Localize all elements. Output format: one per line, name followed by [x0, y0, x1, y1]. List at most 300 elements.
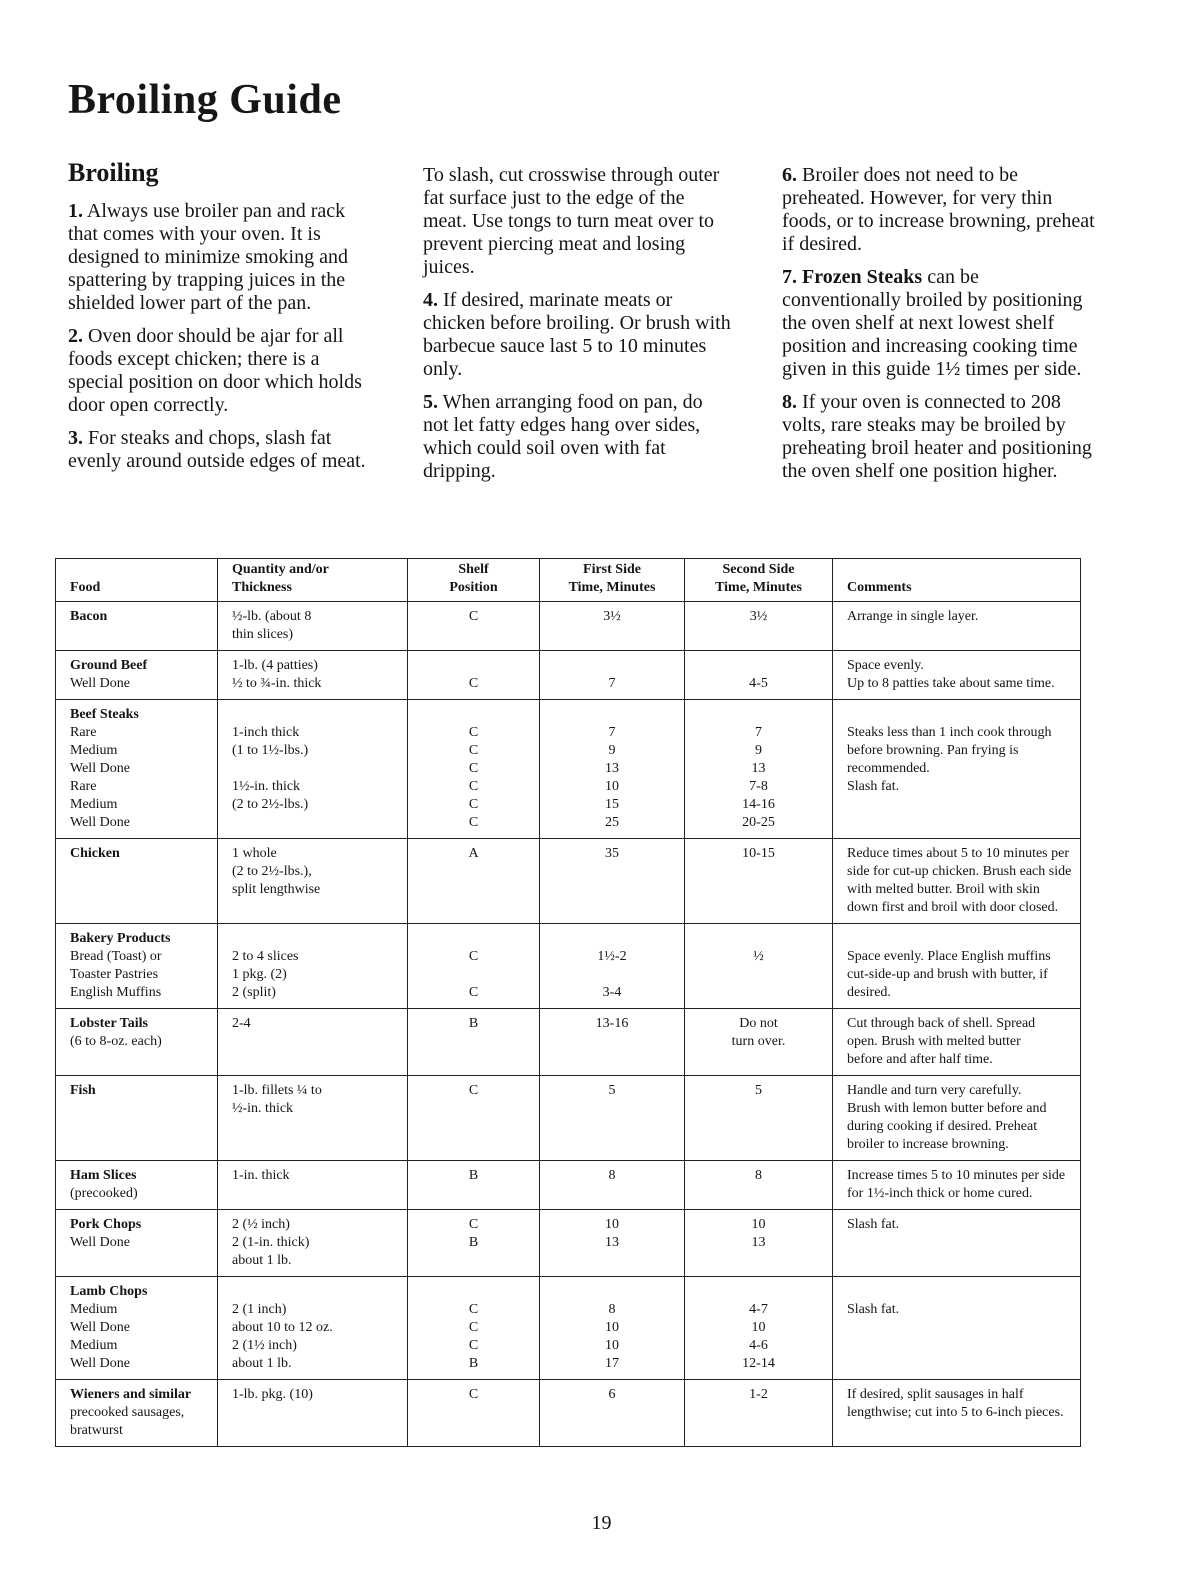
cell-line: Space evenly. Place English muffins — [847, 949, 1051, 964]
comments-cell — [833, 1380, 1081, 1447]
cell-line: (precooked) — [70, 1186, 138, 1201]
cell-line: If desired, split sausages in half — [847, 1387, 1024, 1402]
food-cell — [56, 839, 218, 924]
cell-line: 10 — [751, 1217, 766, 1232]
cell-line: Medium — [70, 1338, 118, 1353]
cell-line: (2 to 2½-lbs.) — [232, 797, 309, 812]
cell-line: 15 — [605, 797, 619, 812]
food-name: Lobster Tails — [70, 1016, 148, 1031]
cell-line: B — [468, 1016, 479, 1031]
cell-line: Rare — [70, 779, 97, 794]
table-row — [56, 1380, 1081, 1447]
table-header-row — [56, 559, 1081, 602]
cell-line: Well Done — [70, 1235, 130, 1250]
second-side-cell — [685, 1210, 833, 1277]
first-side-cell — [540, 839, 685, 924]
instruction-text: When arranging food on pan, do not let fatty edges hang over sides, which could soil oven with fat dripping. — [423, 391, 703, 482]
second-side-cell — [685, 1277, 833, 1380]
cell-line: 2-4 — [232, 1016, 251, 1031]
cell-line: 1 whole — [232, 846, 277, 861]
cell-line: 3-4 — [602, 985, 622, 1000]
first-side-cell — [540, 924, 685, 1009]
quantity-cell — [218, 602, 408, 651]
instruction-text: can be conventionally broiled by positioning the oven shelf at next lowest shelf position and increasing cooking time given in this guide 1½ times per side. — [782, 266, 1083, 380]
cell-line: C — [468, 1083, 479, 1098]
cell-line: 10 — [605, 1320, 619, 1335]
quantity-cell — [218, 1277, 408, 1380]
cell-line — [847, 1283, 1072, 1301]
cell-line — [689, 706, 828, 724]
cell-line — [412, 966, 535, 984]
cell-line: Do not — [739, 1016, 778, 1031]
table-row — [56, 1277, 1081, 1380]
food-name: Beef Steaks — [70, 707, 139, 722]
instruction-number: 1. — [68, 200, 83, 222]
cell-line — [689, 984, 828, 1002]
instruction-number: 2. — [68, 325, 83, 347]
cell-line: Brush with lemon butter before and — [847, 1101, 1047, 1116]
instruction-number: 6. — [782, 164, 797, 186]
cell-line: 2 (1½ inch) — [232, 1338, 297, 1353]
cell-line: Arrange in single layer. — [847, 609, 979, 624]
cell-line — [412, 930, 535, 948]
quantity-cell — [218, 700, 408, 839]
cell-line: (2 to 2½-lbs.), — [232, 864, 312, 879]
header-shelf-position — [408, 559, 540, 602]
instruction-text: Oven door should be ajar for all foods except chicken; there is a special position on door which holds door open correctly. — [68, 325, 362, 416]
cell-line: 1½-in. thick — [232, 779, 301, 794]
cell-line: 9 — [755, 743, 762, 758]
cell-line: 13-16 — [595, 1016, 629, 1031]
cell-line: 1-2 — [749, 1387, 768, 1402]
quantity-cell — [218, 1009, 408, 1076]
cell-line: precooked sausages, — [70, 1405, 185, 1420]
cell-line: 13 — [605, 1235, 619, 1250]
cell-line: 13 — [751, 761, 766, 776]
table-row — [56, 651, 1081, 700]
cell-line: C — [468, 815, 479, 830]
food-name: Pork Chops — [70, 1217, 142, 1232]
cell-line: 20-25 — [742, 815, 775, 830]
header-line: Food — [70, 580, 101, 595]
header-line: Second Side — [722, 562, 795, 577]
cell-line: (6 to 8-oz. each) — [70, 1034, 162, 1049]
shelf-cell — [408, 924, 540, 1009]
instructions-column-2 — [423, 164, 733, 493]
cell-line: 10-15 — [742, 846, 775, 861]
cell-line: open. Brush with melted butter — [847, 1034, 1021, 1049]
instruction-paragraph — [423, 289, 733, 381]
cell-line: 1-inch thick — [232, 725, 300, 740]
header-line: Time, Minutes — [568, 580, 656, 595]
cell-line: C — [468, 1302, 479, 1317]
cell-line: C — [468, 949, 479, 964]
first-side-cell — [540, 1009, 685, 1076]
food-name: Fish — [70, 1083, 96, 1098]
quantity-cell — [218, 839, 408, 924]
comments-cell — [833, 839, 1081, 924]
instruction-number: 3. — [68, 427, 83, 449]
instruction-paragraph — [782, 266, 1102, 381]
food-cell — [56, 924, 218, 1009]
second-side-cell — [685, 1009, 833, 1076]
cell-line: ½-lb. (about 8 — [232, 609, 312, 624]
instruction-number: 5. — [423, 391, 438, 413]
cell-line: 3½ — [749, 609, 768, 624]
cell-line: split lengthwise — [232, 882, 321, 897]
instruction-text: Always use broiler pan and rack that comes with your oven. It is designed to minimize smoking and spattering by trapping juices in the shielded lower part of the pan. — [68, 200, 348, 314]
food-cell — [56, 651, 218, 700]
broiling-table — [55, 558, 1081, 1447]
food-name: Chicken — [70, 846, 120, 861]
cell-line: down first and broil with door closed. — [847, 900, 1059, 915]
header-line: Thickness — [232, 580, 292, 595]
second-side-cell — [685, 1161, 833, 1210]
cell-line — [232, 930, 399, 948]
section-heading: Broiling — [68, 158, 159, 187]
cell-line: 17 — [605, 1356, 619, 1371]
cell-line: 5 — [755, 1083, 762, 1098]
cell-line: 2 to 4 slices — [232, 949, 299, 964]
shelf-cell — [408, 700, 540, 839]
cell-line: B — [468, 1356, 479, 1371]
cell-line: before browning. Pan frying is — [847, 743, 1019, 758]
instruction-paragraph — [68, 200, 378, 315]
cell-line: Well Done — [70, 761, 130, 776]
cell-line: Slash fat. — [847, 1302, 900, 1317]
cell-line: 7-8 — [749, 779, 768, 794]
comments-cell — [833, 1009, 1081, 1076]
table-row — [56, 1161, 1081, 1210]
cell-line — [847, 930, 1072, 948]
cell-line — [544, 966, 680, 984]
cell-line: 1-in. thick — [232, 1168, 290, 1183]
cell-line: English Muffins — [70, 985, 162, 1000]
comments-cell — [833, 1076, 1081, 1161]
cell-line: Bread (Toast) or — [70, 949, 162, 964]
second-side-cell — [685, 651, 833, 700]
cell-line: before and after half time. — [847, 1052, 993, 1067]
food-cell — [56, 1380, 218, 1447]
shelf-cell — [408, 1380, 540, 1447]
cell-line: C — [468, 985, 479, 1000]
cell-line: thin slices) — [232, 627, 294, 642]
food-cell — [56, 1210, 218, 1277]
table-row — [56, 839, 1081, 924]
cell-line: cut-side-up and brush with butter, if — [847, 967, 1048, 982]
header-line: Comments — [847, 580, 912, 595]
cell-line — [232, 1283, 399, 1301]
cell-line: C — [468, 725, 479, 740]
cell-line: C — [468, 761, 479, 776]
first-side-cell — [540, 1277, 685, 1380]
cell-line: C — [468, 779, 479, 794]
cell-line — [412, 706, 535, 724]
first-side-cell — [540, 651, 685, 700]
food-cell — [56, 1076, 218, 1161]
cell-line: Slash fat. — [847, 1217, 900, 1232]
cell-line: Well Done — [70, 676, 130, 691]
cell-line: 12-14 — [742, 1356, 775, 1371]
page-number: 19 — [591, 1512, 612, 1534]
cell-line: Toaster Pastries — [70, 967, 159, 982]
first-side-cell — [540, 1380, 685, 1447]
cell-line: 10 — [751, 1320, 766, 1335]
cell-line: 8 — [608, 1302, 616, 1317]
cell-line: about 1 lb. — [232, 1356, 292, 1371]
comments-cell — [833, 651, 1081, 700]
table-row — [56, 1210, 1081, 1277]
instructions-column-3 — [782, 164, 1102, 493]
quantity-cell — [218, 1210, 408, 1277]
cell-line: 8 — [755, 1168, 762, 1183]
shelf-cell — [408, 602, 540, 651]
cell-line — [232, 706, 399, 724]
food-name: Ground Beef — [70, 658, 148, 673]
instructions-column-1 — [68, 200, 378, 483]
cell-line: 10 — [605, 779, 619, 794]
cell-line: C — [468, 743, 479, 758]
cell-line: Medium — [70, 743, 118, 758]
food-cell — [56, 1277, 218, 1380]
shelf-cell — [408, 1277, 540, 1380]
cell-line: Up to 8 patties take about same time. — [847, 676, 1055, 691]
cell-line: Reduce times about 5 to 10 minutes per — [847, 846, 1070, 861]
instruction-paragraph — [782, 391, 1102, 483]
cell-line: about 1 lb. — [232, 1253, 292, 1268]
header-line: Time, Minutes — [715, 580, 802, 595]
cell-line: for 1½-inch thick or home cured. — [847, 1186, 1033, 1201]
table-row — [56, 1009, 1081, 1076]
shelf-cell — [408, 1161, 540, 1210]
cell-line: C — [468, 676, 479, 691]
header-first-side-time — [540, 559, 685, 602]
header-second-side-time — [685, 559, 833, 602]
header-comments — [833, 559, 1081, 602]
cell-line: B — [468, 1168, 479, 1183]
cell-line: ½ to ¾-in. thick — [232, 676, 322, 691]
header-line — [70, 561, 209, 579]
cell-line: 4-6 — [749, 1338, 768, 1353]
cell-line: Well Done — [70, 815, 130, 830]
instruction-text: If your oven is connected to 208 volts, rare steaks may be broiled by preheating broil heater and positioning the oven shelf one position higher. — [782, 391, 1092, 482]
cell-line — [689, 657, 828, 675]
cell-line — [689, 1283, 828, 1301]
second-side-cell — [685, 1380, 833, 1447]
second-side-cell — [685, 602, 833, 651]
cell-line — [689, 966, 828, 984]
cell-line: 4-5 — [749, 676, 768, 691]
cell-line: 1½-2 — [597, 949, 627, 964]
cell-line: bratwurst — [70, 1423, 123, 1438]
page-title: Broiling Guide — [68, 77, 342, 123]
comments-cell — [833, 700, 1081, 839]
cell-line: 7 — [608, 725, 616, 740]
cell-line: 35 — [605, 846, 619, 861]
cell-line: 1-lb. pkg. (10) — [232, 1387, 313, 1402]
cell-line: 2 (split) — [232, 985, 276, 1000]
first-side-cell — [540, 1210, 685, 1277]
cell-line: A — [468, 846, 479, 861]
cell-line: 7 — [608, 676, 616, 691]
cell-line: recommended. — [847, 761, 930, 776]
quantity-cell — [218, 924, 408, 1009]
cell-line — [689, 930, 828, 948]
first-side-cell — [540, 700, 685, 839]
cell-line: C — [468, 1320, 479, 1335]
second-side-cell — [685, 700, 833, 839]
quantity-cell — [218, 1076, 408, 1161]
cell-line: B — [468, 1235, 479, 1250]
food-name: Bacon — [70, 609, 108, 624]
table-row — [56, 924, 1081, 1009]
cell-line: Steaks less than 1 inch cook through — [847, 725, 1052, 740]
instruction-paragraph — [68, 325, 378, 417]
instruction-text: Broiler does not need to be preheated. However, for very thin foods, or to increase browning, preheat if desired. — [782, 164, 1095, 255]
cell-line: 1-lb. (4 patties) — [232, 658, 318, 673]
cell-line: 5 — [608, 1083, 616, 1098]
cell-line: 1-lb. fillets ¼ to — [232, 1083, 322, 1098]
cell-line: (1 to 1½-lbs.) — [232, 743, 309, 758]
cell-line: C — [468, 1387, 479, 1402]
cell-line — [847, 706, 1072, 724]
comments-cell — [833, 1161, 1081, 1210]
cell-line: C — [468, 797, 479, 812]
cell-line: ½ — [753, 949, 764, 964]
cell-line — [847, 796, 1072, 814]
cell-line: 9 — [608, 743, 616, 758]
cell-line: C — [468, 1217, 479, 1232]
cell-line — [232, 814, 399, 832]
cell-line: Well Done — [70, 1320, 130, 1335]
cell-line: during cooking if desired. Preheat — [847, 1119, 1038, 1134]
cell-line: with melted butter. Broil with skin — [847, 882, 1040, 897]
second-side-cell — [685, 924, 833, 1009]
instruction-paragraph — [68, 427, 378, 473]
cell-line: 13 — [605, 761, 619, 776]
cell-line: C — [468, 609, 479, 624]
first-side-cell — [540, 1076, 685, 1161]
shelf-cell — [408, 839, 540, 924]
table-row — [56, 602, 1081, 651]
cell-line — [232, 760, 399, 778]
cell-line: 6 — [608, 1387, 616, 1402]
shelf-cell — [408, 1076, 540, 1161]
header-line: Shelf — [458, 562, 489, 577]
cell-line: 10 — [605, 1217, 619, 1232]
header-food — [56, 559, 218, 602]
table-row — [56, 1076, 1081, 1161]
food-cell — [56, 602, 218, 651]
cell-line: Medium — [70, 1302, 118, 1317]
cell-line: C — [468, 1338, 479, 1353]
comments-cell — [833, 1210, 1081, 1277]
cell-line: Slash fat. — [847, 779, 900, 794]
header-line: Quantity and/or — [232, 562, 329, 577]
instruction-number: 4. — [423, 289, 438, 311]
cell-line: Increase times 5 to 10 minutes per side — [847, 1168, 1066, 1183]
shelf-cell — [408, 651, 540, 700]
food-name: Wieners and similar — [70, 1387, 192, 1402]
header-line — [847, 561, 1072, 579]
cell-line: turn over. — [731, 1034, 786, 1049]
cell-line: 3½ — [603, 609, 621, 624]
cell-line — [544, 706, 680, 724]
cell-line: 8 — [608, 1168, 616, 1183]
cell-line: 2 (1 inch) — [232, 1302, 287, 1317]
food-cell — [56, 1009, 218, 1076]
cell-line: 4-7 — [749, 1302, 768, 1317]
comments-cell — [833, 924, 1081, 1009]
cell-line — [544, 657, 680, 675]
food-cell — [56, 700, 218, 839]
instruction-paragraph — [423, 164, 733, 279]
cell-line: 25 — [605, 815, 619, 830]
header-quantity — [218, 559, 408, 602]
header-line: First Side — [583, 562, 641, 577]
cell-line — [544, 930, 680, 948]
instruction-number: 7. — [782, 266, 797, 288]
food-cell — [56, 1161, 218, 1210]
quantity-cell — [218, 1161, 408, 1210]
instruction-text: If desired, marinate meats or chicken before broiling. Or brush with barbecue sauce last 5 to 10 minutes only. — [423, 289, 731, 380]
cell-line: 7 — [755, 725, 762, 740]
header-line: Position — [449, 580, 498, 595]
cell-line — [412, 1283, 535, 1301]
cell-line: Medium — [70, 797, 118, 812]
cell-line: 2 (1-in. thick) — [232, 1235, 310, 1250]
cell-line: side for cut-up chicken. Brush each side — [847, 864, 1072, 879]
food-name: Ham Slices — [70, 1168, 137, 1183]
instruction-bold-term: Frozen Steaks — [802, 266, 923, 288]
cell-line: Cut through back of shell. Spread — [847, 1016, 1036, 1031]
shelf-cell — [408, 1210, 540, 1277]
cell-line: Rare — [70, 725, 97, 740]
instruction-paragraph — [423, 391, 733, 483]
comments-cell — [833, 602, 1081, 651]
table-row — [56, 700, 1081, 839]
instruction-text: To slash, cut crosswise through outer fat surface just to the edge of the meat. Use tongs to turn meat over to prevent piercing meat and losing juices. — [423, 164, 720, 278]
cell-line — [847, 814, 1072, 832]
cell-line — [412, 657, 535, 675]
second-side-cell — [685, 839, 833, 924]
quantity-cell — [218, 651, 408, 700]
second-side-cell — [685, 1076, 833, 1161]
cell-line: Handle and turn very carefully. — [847, 1083, 1022, 1098]
quantity-cell — [218, 1380, 408, 1447]
cell-line: Well Done — [70, 1356, 130, 1371]
cell-line: 2 (½ inch) — [232, 1217, 290, 1232]
cell-line: 1 pkg. (2) — [232, 967, 287, 982]
cell-line — [544, 1283, 680, 1301]
shelf-cell — [408, 1009, 540, 1076]
cell-line: 14-16 — [742, 797, 775, 812]
cell-line: 13 — [751, 1235, 766, 1250]
instruction-paragraph — [782, 164, 1102, 256]
cell-line: about 10 to 12 oz. — [232, 1320, 333, 1335]
food-name: Bakery Products — [70, 931, 171, 946]
cell-line: Space evenly. — [847, 658, 924, 673]
instruction-number: 8. — [782, 391, 797, 413]
cell-line: desired. — [847, 985, 891, 1000]
comments-cell — [833, 1277, 1081, 1380]
first-side-cell — [540, 1161, 685, 1210]
instruction-text: For steaks and chops, slash fat evenly around outside edges of meat. — [68, 427, 366, 472]
cell-line: lengthwise; cut into 5 to 6-inch pieces. — [847, 1405, 1064, 1420]
cell-line: 10 — [605, 1338, 619, 1353]
cell-line: broiler to increase browning. — [847, 1137, 1009, 1152]
cell-line: ½-in. thick — [232, 1101, 294, 1116]
